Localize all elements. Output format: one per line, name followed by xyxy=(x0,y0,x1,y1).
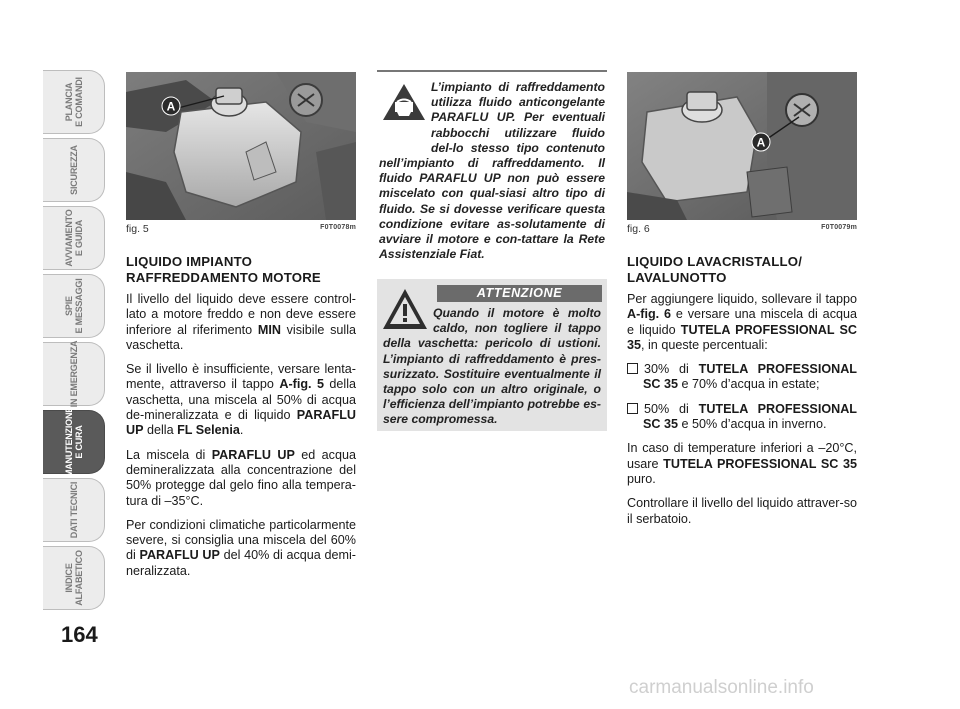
chapter-tab[interactable] xyxy=(43,406,105,478)
figure-6-code: F0T0079m xyxy=(821,224,857,231)
figure-6-caption: fig. 6 xyxy=(627,223,650,235)
callout-a: A xyxy=(756,135,766,150)
chapter-tab-label: AVVIAMENTO E GUIDA xyxy=(63,209,84,267)
chapter-tab-label: IN EMERGENZA xyxy=(68,340,79,408)
washer-bullet-winter: 50% di TUTELA PROFESSIONAL SC 35 e 50% d’acqua in inverno. xyxy=(627,402,857,433)
callout-a: A xyxy=(166,99,176,114)
coolant-reservoir-photo xyxy=(126,72,356,220)
chapter-tab-label: DATI TECNICI xyxy=(68,481,79,539)
coolant-section xyxy=(126,254,356,588)
chapter-tab-label: SICUREZZA xyxy=(68,145,79,195)
chapter-tab[interactable] xyxy=(43,546,105,610)
washer-reservoir-photo xyxy=(627,72,857,220)
washer-paragraph-2: In caso di temperature inferiori a –20°C, usare TUTELA PROFESSIONAL SC 35 puro. xyxy=(627,441,857,486)
washer-paragraph-1: Per aggiungere liquido, sollevare il tappo A-fig. 6 e versare una miscela di acqua e liquido TUTELA PROFESSIONAL SC 35, in queste percentuali: xyxy=(627,292,857,352)
washer-bullet-summer: 30% di TUTELA PROFESSIONAL SC 35 e 70% d’acqua in estate; xyxy=(627,362,857,393)
chapter-tab[interactable] xyxy=(43,206,105,270)
chapter-tab[interactable] xyxy=(43,342,105,406)
washer-section xyxy=(627,254,857,536)
washer-paragraph-3: Controllare il livello del liquido attraver-so il serbatoio. xyxy=(627,496,857,526)
chapter-tab-label: SPIE E MESSAGGI xyxy=(63,278,84,334)
coolant-heading: LIQUIDO IMPIANTO RAFFREDDAMENTO MOTORE xyxy=(126,254,321,285)
chapter-tab[interactable] xyxy=(43,274,105,338)
coolant-paragraph-1: Il livello del liquido deve essere control-lato a motore freddo e non deve essere inferiore al riferimento MIN visibile sulla vaschetta. xyxy=(126,292,356,352)
coolant-paragraph-2: Se il livello è insufficiente, versare lenta-mente, attraverso il tappo A-fig. 5 della vaschetta, una miscela al 50% di acqua de-mineralizzata e di liquido PARAFLU UP della FL Selenia. xyxy=(126,362,356,438)
figure-5-code: F0T0078m xyxy=(320,224,356,231)
info-note-text: L’impianto di raffreddamento utilizza fluido anticongelante PARAFLU UP. Per eventuali rabbocchi utilizzare fluido del-lo stesso tipo contenuto nell’impianto di raffreddamento. Il fluido PARAFLU UP non può essere miscelato con qual-siasi altro tipo di fluido. Se si dovesse verificare questa condizione evitare as-solutamente di avviare il motore e con-tattare la Rete Assistenziale Fiat. xyxy=(379,80,605,262)
page-number: 164 xyxy=(61,622,98,647)
chapter-tab-label: INDICE ALFABETICO xyxy=(63,550,84,606)
figure-6 xyxy=(627,72,857,235)
figure-5 xyxy=(126,72,356,235)
chapter-tab[interactable] xyxy=(43,138,105,202)
warning-box xyxy=(377,279,607,431)
checkbox-bullet-icon xyxy=(627,403,638,414)
info-note xyxy=(377,70,607,262)
coolant-paragraph-4: Per condizioni climatiche particolarmente severe, si consiglia una miscela del 60% di PARAFLU UP del 40% di acqua demi-neralizzata. xyxy=(126,517,356,578)
warning-label: ATTENZIONE xyxy=(437,285,602,302)
watermark: carmanualsonline.info xyxy=(629,677,814,698)
checkbox-bullet-icon xyxy=(627,363,638,374)
chapter-tab[interactable] xyxy=(43,70,105,134)
chapter-tab-label: MANUTENZIONE E CURA xyxy=(63,406,84,478)
washer-heading: LIQUIDO LAVACRISTALLO/ LAVALUNOTTO xyxy=(627,254,803,285)
chapter-tab[interactable] xyxy=(43,478,105,542)
coolant-paragraph-3: La miscela di PARAFLU UP ed acqua demineralizzata alla concentrazione del 50% protegge dal gelo fino alla tempera-tura di –35°C. xyxy=(126,447,356,508)
warning-text: Quando il motore è molto caldo, non togliere il tappo della vaschetta: pericolo di ustioni. L’impianto di raffreddamento è pres-surizzato. Sostituire eventualmente il tappo solo con un altro originale, o l’efficienza dell’impianto potrebbe es-sere compromessa. xyxy=(383,306,601,427)
figure-5-caption: fig. 5 xyxy=(126,223,149,235)
chapter-tab-label: PLANCIA E COMANDI xyxy=(63,77,84,127)
